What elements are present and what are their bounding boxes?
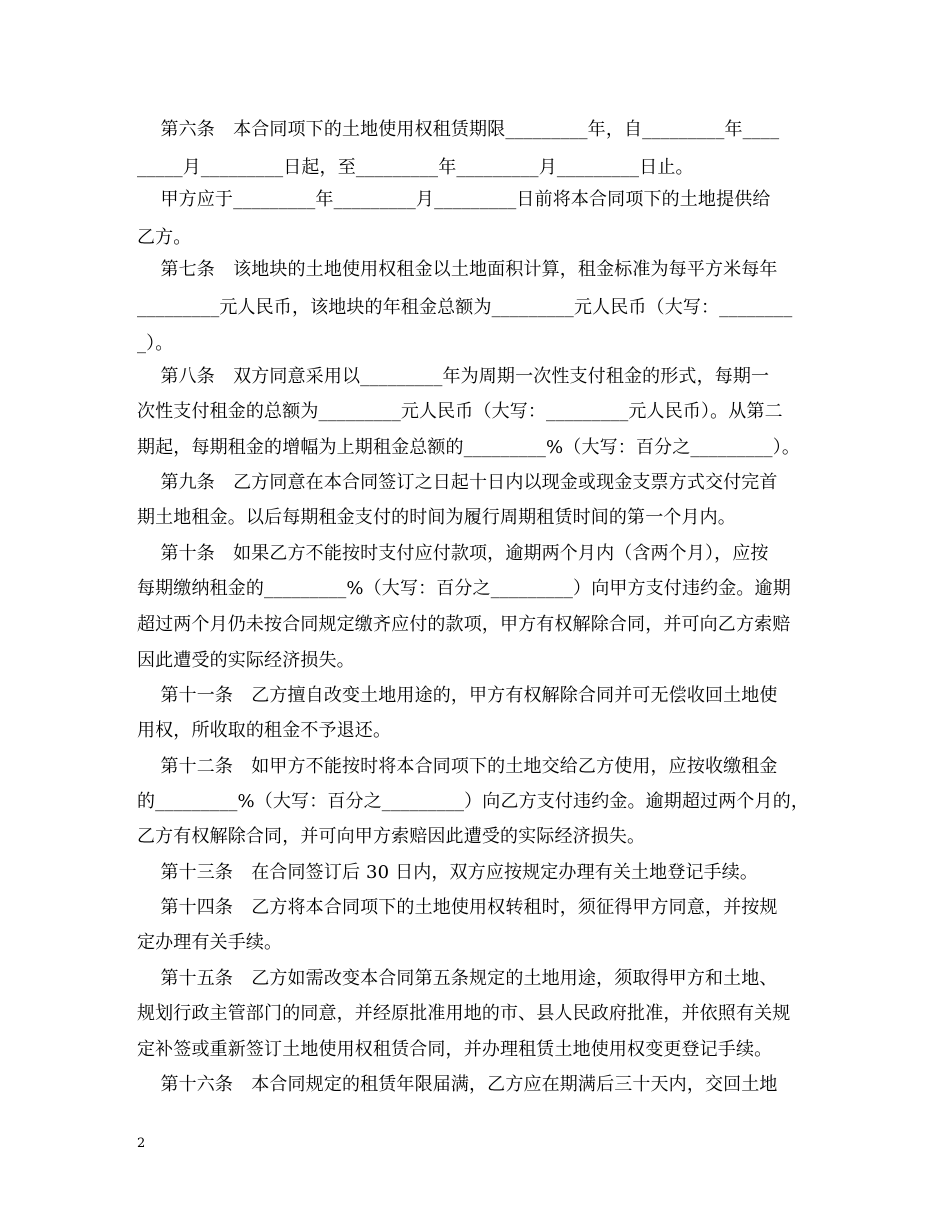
text-line: 因此遭受的实际经济损失。 bbox=[137, 650, 355, 671]
text-line: 每期缴纳租金的_________%（大写：百分之_________）向甲方支付违约金。逾期 bbox=[137, 578, 791, 599]
text-line: _____月_________日起，至_________年_________月_________日止。 bbox=[137, 157, 694, 178]
text-line: 的_________%（大写：百分之_________）向乙方支付违约金。逾期超过两个月的， bbox=[137, 791, 810, 812]
text-line: 乙方有权解除合同，并可向甲方索赔因此遭受的实际经济损失。 bbox=[137, 826, 646, 847]
text-line: 第十五条 乙方如需改变本合同第五条规定的土地用途，须取得甲方和土地、 bbox=[137, 968, 778, 989]
text-line: 定补签或重新签订土地使用权租赁合同，并办理租赁土地使用权变更登记手续。 bbox=[137, 1039, 773, 1060]
text-line: 第十四条 乙方将本合同项下的土地使用权转租时，须征得甲方同意，并按规 bbox=[137, 897, 778, 918]
text-line: 第七条 该地块的土地使用权租金以土地面积计算，租金标准为每平方米每年 bbox=[137, 259, 778, 280]
text-line: 第九条 乙方同意在本合同签订之日起十日内以现金或现金支票方式交付完首 bbox=[137, 472, 778, 493]
text-line: 规划行政主管部门的同意，并经原批准用地的市、县人民政府批准，并依照有关规 bbox=[137, 1003, 791, 1024]
text-line: 第十六条 本合同规定的租赁年限届满，乙方应在期满后三十天内，交回土地 bbox=[137, 1074, 778, 1095]
text-line: 超过两个月仍未按合同规定缴齐应付的款项，甲方有权解除合同，并可向乙方索赔 bbox=[137, 614, 791, 635]
page-number: 2 bbox=[137, 1136, 146, 1151]
text-line: 第十一条 乙方擅自改变土地用途的，甲方有权解除合同并可无偿收回土地使 bbox=[137, 685, 778, 706]
text-line: 第六条 本合同项下的土地使用权租赁期限_________年，自_________年____ bbox=[137, 119, 780, 140]
text-line: 第十条 如果乙方不能按时支付应付款项，逾期两个月内（含两个月），应按 bbox=[137, 543, 769, 564]
text-line: 第十二条 如甲方不能按时将本合同项下的土地交给乙方使用，应按收缴租金 bbox=[137, 756, 778, 777]
text-line: 第十三条 在合同签订后 30 日内，双方应按规定办理有关土地登记手续。 bbox=[137, 862, 759, 883]
text-line: 期起，每期租金的增幅为上期租金总额的_________%（大写：百分之_________）。 bbox=[137, 437, 801, 458]
text-line: 用权，所收取的租金不予退还。 bbox=[137, 720, 392, 741]
text-line: _________元人民币，该地块的年租金总额为_________元人民币（大写：________ bbox=[137, 297, 793, 318]
text-line: 乙方。 bbox=[137, 227, 192, 248]
text-line: _）。 bbox=[137, 333, 174, 354]
text-line: 次性支付租金的总额为_________元人民币（大写：_________元人民币）。从第二 bbox=[137, 401, 783, 422]
text-line: 期土地租金。以后每期租金支付的时间为履行周期租赁时间的第一个月内。 bbox=[137, 507, 736, 528]
text-line: 第八条 双方同意采用以_________年为周期一次性支付租金的形式，每期一 bbox=[137, 366, 770, 387]
text-line: 甲方应于_________年_________月_________日前将本合同项下的土地提供给 bbox=[137, 189, 771, 210]
text-line: 定办理有关手续。 bbox=[137, 932, 283, 953]
